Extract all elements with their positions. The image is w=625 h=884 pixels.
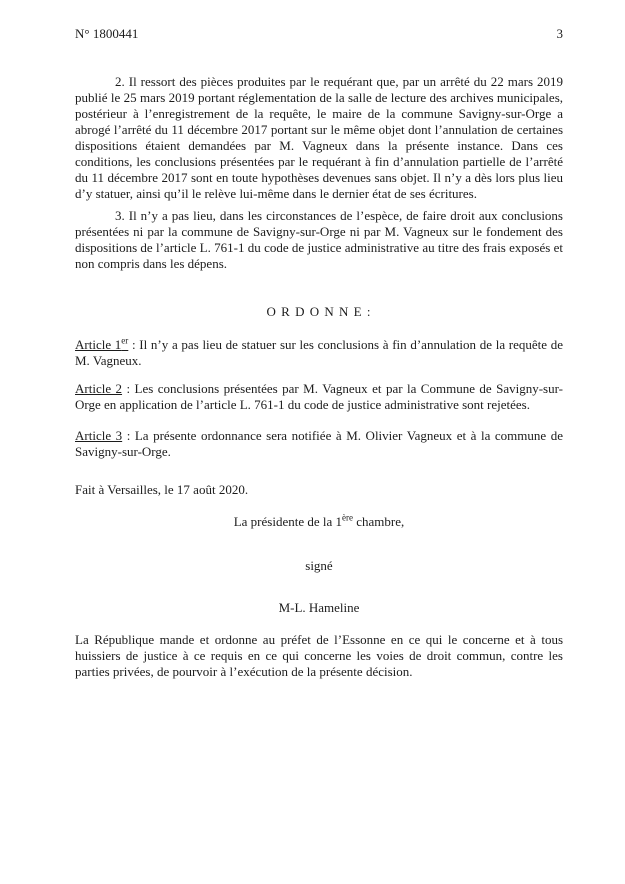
article-3-text: : La présente ordonnance sera notifiée à M. Olivier Vagneux et à la commune de Savigny-sur-Orge. — [75, 428, 563, 459]
article-1-label-text: Article 1 — [75, 337, 122, 352]
article-1-label-sup: er — [121, 335, 129, 346]
paragraph-3: 3. Il n’y a pas lieu, dans les circonstances de l’espèce, de faire droit aux conclusions présentées ni par la commune de Savigny-sur-Orge ni par M. Vagneux sur le fondement des dispositions de l’article L. 761-1 du code de justice administrative au titre des frais exposés et non compris dans les dépens. — [75, 208, 563, 271]
signatory-title-sup: ère — [342, 512, 354, 523]
article-2-label — [75, 381, 122, 396]
articles-section — [75, 337, 563, 460]
signatory-name: M-L. Hameline — [278, 600, 360, 615]
signatory-title-prefix: La présidente de la 1 — [233, 514, 343, 529]
signed-label: signé — [305, 558, 333, 573]
place-date-line: Fait à Versailles, le 17 août 2020. — [75, 482, 249, 497]
article-1-label — [75, 337, 128, 352]
page-number: 3 — [556, 26, 563, 41]
ordonne-heading: O R D O N N E : — [266, 304, 372, 319]
article-3-label-text: Article 3 — [75, 428, 123, 443]
article-paragraph-2 — [75, 381, 563, 413]
article-3-label — [75, 428, 122, 443]
paragraph-2: 2. Il ressort des pièces produites par le requérant que, par un arrêté du 22 mars 2019 publié le 25 mars 2019 portant réglementation de la salle de lecture des archives municipales, postérieur à l’enregistrement de la requête, le maire de la commune Savigny-sur-Orge a abrogé l’arrêté du 11 décembre 2017 portant sur le même objet dont l’annulation de certaines dispositions étaient demandées par M. Vagneux dans la présente instance. Dans ces conditions, les conclusions présentées par le requérant à fin d’annulation partielle de l’arrêté du 11 décembre 2017 sont en toute hypothèses devenues sans objet. Il n’y a dès lors plus lieu d’y statuer, ainsi qu’il le relève lui-même dans le dernier état de ses écritures. — [75, 74, 563, 201]
signatory-title — [75, 514, 563, 530]
article-2-label-text: Article 2 — [75, 381, 123, 396]
article-1-text: : Il n’y a pas lieu de statuer sur les conclusions à fin d’annulation de la requête de M. Vagneux. — [75, 337, 564, 368]
signatory-title-suffix: chambre, — [353, 514, 405, 529]
case-number: N° 1800441 — [75, 26, 139, 41]
page-header — [75, 26, 563, 42]
execution-formula: La République mande et ordonne au préfet de l’Essonne en ce qui le concerne et à tous huissiers de justice à ce requis en ce qui concerne les voies de droit commun, contre les parties privées, de pourvoir à l’exécution de la présente décision. — [75, 632, 563, 679]
article-2-text: : Les conclusions présentées par M. Vagneux et par la Commune de Savigny-sur-Orge en application de l’article L. 761-1 du code de justice administrative sont rejetées. — [75, 381, 564, 412]
article-paragraph-3 — [75, 428, 563, 460]
article-paragraph-1 — [75, 337, 563, 369]
